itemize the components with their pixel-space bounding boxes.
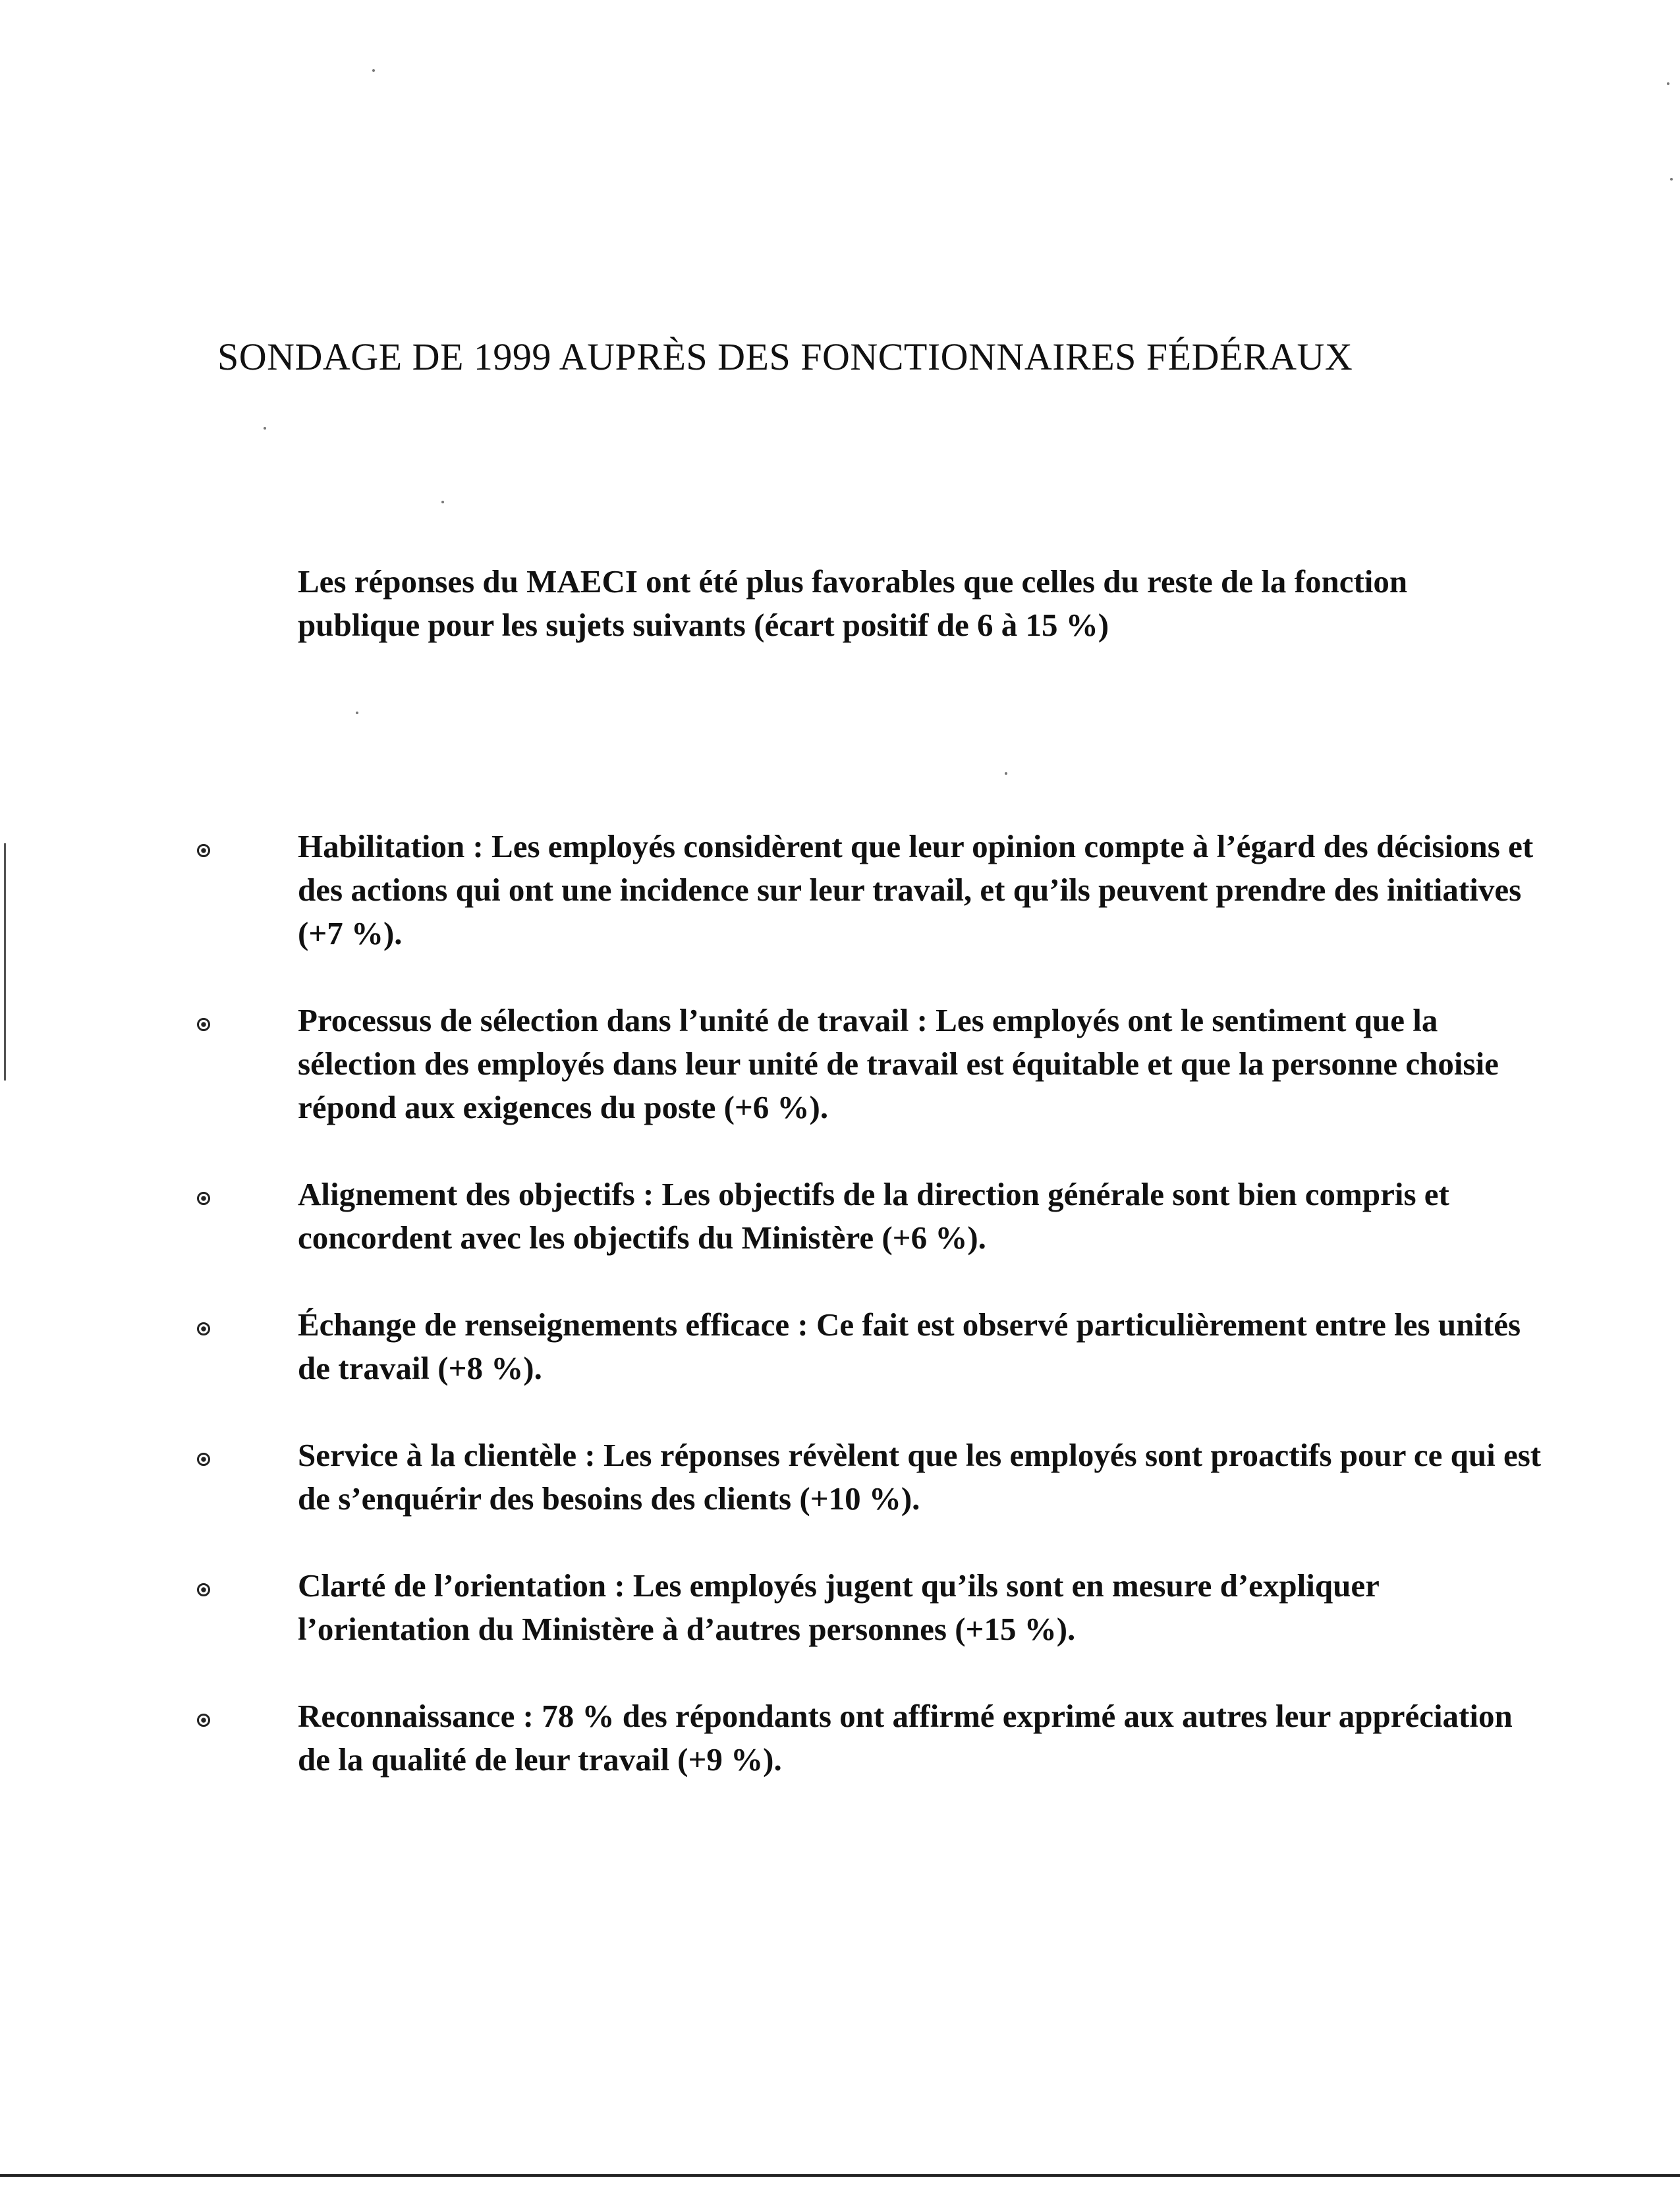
page-title: SONDAGE DE 1999 AUPRÈS DES FONCTIONNAIRES FÉDÉRAUX [217, 335, 1353, 378]
scan-speck [1005, 772, 1007, 775]
list-item-text: Habilitation : Les employés considèrent que leur opinion compte à l’égard des décisions et des actions qui ont une incidence sur leur travail, et qu’ils peuvent prendre des initiatives (+7 %). [298, 828, 1534, 951]
intro-paragraph: Les réponses du MAECI ont été plus favorables que celles du reste de la fonction publique pour les sujets suivants (écart positif de 6 à 15 %) [298, 563, 1408, 643]
scan-speck [356, 712, 358, 714]
list-item [0, 1173, 1680, 1260]
scan-speck [441, 501, 444, 503]
list-item [0, 1303, 1680, 1390]
bullet-icon [197, 844, 210, 857]
list-item [0, 1434, 1680, 1521]
list-item-text: Clarté de l’orientation : Les employés jugent qu’ils sont en mesure d’expliquer l’orientation du Ministère à d’autres personnes (+15 %). [298, 1567, 1379, 1647]
list-item [0, 1564, 1680, 1651]
bullet-icon [197, 1018, 210, 1031]
scan-speck [1670, 178, 1673, 181]
scan-edge-line [4, 843, 6, 1080]
list-item [0, 999, 1680, 1129]
scan-speck [264, 427, 266, 430]
list-item-text: Alignement des objectifs : Les objectifs de la direction générale sont bien compris et concordent avec les objectifs du Ministère (+6 %). [298, 1176, 1449, 1256]
bullet-icon [197, 1322, 210, 1335]
bullet-list [0, 825, 1680, 1781]
list-item [0, 1695, 1680, 1781]
list-item-text: Échange de renseignements efficace : Ce fait est observé particulièrement entre les unités de travail (+8 %). [298, 1306, 1521, 1386]
list-item-text: Reconnaissance : 78 % des répondants ont affirmé exprimé aux autres leur appréciation de la qualité de leur travail (+9 %). [298, 1698, 1513, 1778]
list-item [0, 825, 1680, 955]
bullet-icon [197, 1192, 210, 1205]
bullet-icon [197, 1453, 210, 1466]
bullet-icon [197, 1714, 210, 1727]
scan-speck [1667, 82, 1669, 85]
scan-bottom-line [0, 2174, 1680, 2177]
list-item-text: Processus de sélection dans l’unité de travail : Les employés ont le sentiment que la sélection des employés dans leur unité de travail est équitable et que la personne choisie répond aux exigences du poste (+6 %). [298, 1002, 1499, 1125]
scan-speck [372, 69, 375, 72]
bullet-icon [197, 1583, 210, 1596]
list-item-text: Service à la clientèle : Les réponses révèlent que les employés sont proactifs pour ce qui est de s’enquérir des besoins des clients (+10 %). [298, 1437, 1542, 1517]
